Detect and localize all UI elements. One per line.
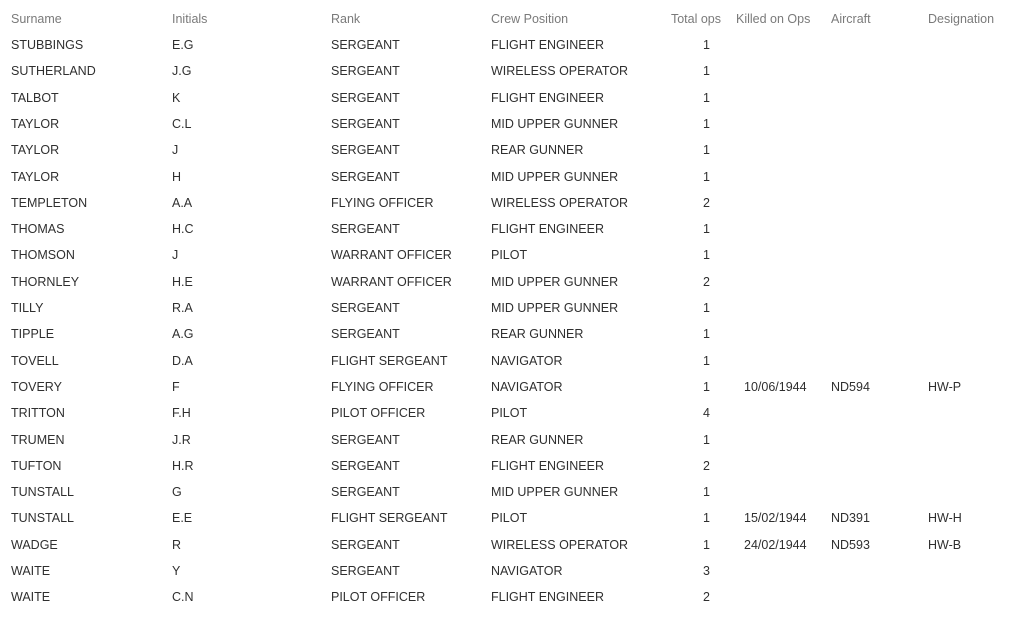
cell-surname: TOVERY	[11, 379, 62, 394]
cell-surname: THOMSON	[11, 248, 75, 263]
cell-crew-position: MID UPPER GUNNER	[491, 169, 619, 184]
cell-designation: HW-P	[928, 379, 962, 394]
cell-initials: E.E	[172, 511, 193, 526]
cell-rank: SERGEANT	[331, 301, 400, 315]
cell-killed-on-ops: 15/02/1944	[744, 511, 807, 526]
cell-rank: FLIGHT SERGEANT	[331, 353, 448, 368]
cell-surname: TUFTON	[11, 458, 62, 473]
cell-crew-position: NAVIGATOR	[491, 353, 563, 368]
cell-crew-position: NAVIGATOR	[491, 379, 563, 394]
cell-surname: TAYLOR	[11, 169, 60, 184]
cell-total-ops: 1	[703, 248, 710, 263]
cell-rank: SERGEANT	[331, 169, 400, 184]
cell-surname: TIPPLE	[11, 327, 55, 342]
cell-rank: SERGEANT	[331, 38, 400, 52]
cell-initials: J	[172, 248, 179, 263]
cell-total-ops: 1	[703, 511, 710, 526]
table-row	[0, 269, 1024, 295]
cell-total-ops: 1	[703, 169, 710, 184]
cell-rank: SERGEANT	[331, 537, 400, 552]
cell-surname: THOMAS	[11, 222, 65, 237]
cell-crew-position: FLIGHT ENGINEER	[491, 590, 604, 605]
cell-initials: D.A	[172, 353, 193, 368]
cell-surname: TOVELL	[11, 353, 59, 368]
table-row	[0, 58, 1024, 84]
cell-total-ops: 1	[703, 353, 710, 368]
table-row	[0, 400, 1024, 426]
header-crew-position: Crew Position	[491, 12, 569, 26]
cell-crew-position: REAR GUNNER	[491, 143, 584, 158]
cell-crew-position: FLIGHT ENGINEER	[491, 38, 604, 52]
table-row	[0, 427, 1024, 453]
cell-initials: Y	[172, 564, 181, 578]
cell-surname: TUNSTALL	[11, 511, 74, 526]
table-row	[0, 479, 1024, 505]
cell-crew-position: MID UPPER GUNNER	[491, 485, 619, 500]
cell-total-ops: 3	[703, 564, 710, 578]
cell-crew-position: REAR GUNNER	[491, 432, 584, 447]
cell-rank: SERGEANT	[331, 222, 400, 237]
cell-initials: J.R	[172, 432, 191, 447]
table-row	[0, 32, 1024, 58]
cell-initials: A.A	[172, 195, 193, 210]
header-aircraft: Aircraft	[831, 12, 871, 26]
cell-surname: TUNSTALL	[11, 485, 74, 500]
cell-surname: TRITTON	[11, 406, 65, 421]
table-row	[0, 453, 1024, 479]
table-row	[0, 558, 1024, 584]
table-row	[0, 216, 1024, 242]
cell-total-ops: 1	[703, 327, 710, 342]
cell-initials: H.C	[172, 222, 194, 237]
cell-aircraft: ND391	[831, 511, 870, 526]
cell-initials: E.G	[172, 38, 194, 52]
cell-total-ops: 2	[703, 195, 710, 210]
cell-total-ops: 1	[703, 432, 710, 447]
cell-designation: HW-B	[928, 537, 962, 552]
cell-initials: H.R	[172, 458, 194, 473]
cell-crew-position: FLIGHT ENGINEER	[491, 222, 604, 237]
table-row	[0, 242, 1024, 268]
cell-crew-position: MID UPPER GUNNER	[491, 301, 619, 315]
table-row	[0, 111, 1024, 137]
cell-total-ops: 1	[703, 301, 710, 315]
cell-rank: SERGEANT	[331, 64, 400, 79]
cell-crew-position: PILOT	[491, 511, 528, 526]
cell-initials: A.G	[172, 327, 194, 342]
cell-initials: F	[172, 379, 180, 394]
cell-total-ops: 1	[703, 143, 710, 158]
cell-initials: G	[172, 485, 182, 500]
cell-rank: SERGEANT	[331, 564, 400, 578]
cell-killed-on-ops: 10/06/1944	[744, 379, 807, 394]
header-initials: Initials	[172, 12, 208, 26]
table-row	[0, 374, 1024, 400]
cell-aircraft: ND593	[831, 537, 870, 552]
cell-surname: TAYLOR	[11, 116, 60, 131]
cell-rank: SERGEANT	[331, 116, 400, 131]
cell-total-ops: 2	[703, 274, 710, 289]
cell-crew-position: FLIGHT ENGINEER	[491, 458, 604, 473]
cell-crew-position: FLIGHT ENGINEER	[491, 90, 604, 105]
cell-rank: SERGEANT	[331, 90, 400, 105]
cell-total-ops: 1	[703, 537, 710, 552]
cell-rank: FLIGHT SERGEANT	[331, 511, 448, 526]
cell-initials: J.G	[172, 64, 192, 79]
table-row	[0, 85, 1024, 111]
cell-total-ops: 2	[703, 458, 710, 473]
cell-total-ops: 1	[703, 485, 710, 500]
cell-total-ops: 1	[703, 64, 710, 79]
cell-crew-position: WIRELESS OPERATOR	[491, 64, 629, 79]
cell-total-ops: 1	[703, 38, 710, 52]
table-row	[0, 295, 1024, 321]
header-surname: Surname	[11, 12, 62, 26]
cell-total-ops: 1	[703, 379, 710, 394]
table-row	[0, 532, 1024, 558]
cell-total-ops: 1	[703, 90, 710, 105]
cell-crew-position: REAR GUNNER	[491, 327, 584, 342]
cell-rank: FLYING OFFICER	[331, 379, 434, 394]
cell-total-ops: 1	[703, 116, 710, 131]
header-killed-on-ops: Killed on Ops	[736, 12, 811, 26]
cell-crew-position: NAVIGATOR	[491, 564, 563, 578]
cell-surname: SUTHERLAND	[11, 64, 96, 79]
table-row	[0, 584, 1024, 610]
cell-rank: SERGEANT	[331, 485, 400, 500]
cell-surname: WADGE	[11, 537, 58, 552]
cell-rank: PILOT OFFICER	[331, 406, 426, 421]
cell-rank: FLYING OFFICER	[331, 195, 434, 210]
header-designation: Designation	[928, 12, 995, 26]
cell-total-ops: 2	[703, 590, 710, 605]
cell-surname: TAYLOR	[11, 143, 60, 158]
cell-surname: TEMPLETON	[11, 195, 88, 210]
cell-rank: PILOT OFFICER	[331, 590, 426, 605]
cell-initials: C.N	[172, 590, 194, 605]
cell-initials: H	[172, 169, 182, 184]
cell-surname: TALBOT	[11, 90, 59, 105]
cell-initials: R.A	[172, 301, 193, 315]
cell-aircraft: ND594	[831, 379, 870, 394]
cell-initials: R	[172, 537, 182, 552]
cell-surname: THORNLEY	[11, 274, 80, 289]
cell-initials: F.H	[172, 406, 191, 421]
cell-initials: C.L	[172, 116, 192, 131]
table-row	[0, 137, 1024, 163]
table-row	[0, 190, 1024, 216]
cell-rank: SERGEANT	[331, 327, 400, 342]
cell-crew-position: PILOT	[491, 248, 528, 263]
cell-rank: SERGEANT	[331, 432, 400, 447]
table-row	[0, 505, 1024, 531]
cell-rank: WARRANT OFFICER	[331, 274, 452, 289]
header-total-ops: Total ops	[670, 12, 721, 26]
cell-surname: WAITE	[11, 590, 51, 605]
cell-initials: J	[172, 143, 179, 158]
cell-initials: H.E	[172, 274, 193, 289]
cell-initials: K	[172, 90, 181, 105]
cell-crew-position: PILOT	[491, 406, 528, 421]
table-row	[0, 348, 1024, 374]
table-header	[0, 6, 1024, 32]
cell-total-ops: 4	[703, 406, 710, 421]
cell-crew-position: WIRELESS OPERATOR	[491, 537, 629, 552]
cell-rank: SERGEANT	[331, 143, 400, 158]
cell-surname: STUBBINGS	[11, 38, 84, 52]
table-row	[0, 164, 1024, 190]
cell-designation: HW-H	[928, 511, 962, 526]
cell-crew-position: MID UPPER GUNNER	[491, 274, 619, 289]
cell-crew-position: WIRELESS OPERATOR	[491, 195, 629, 210]
cell-killed-on-ops: 24/02/1944	[744, 537, 807, 552]
header-rank: Rank	[331, 12, 361, 26]
cell-total-ops: 1	[703, 222, 710, 237]
cell-crew-position: MID UPPER GUNNER	[491, 116, 619, 131]
table-row	[0, 321, 1024, 347]
cell-surname: TRUMEN	[11, 432, 65, 447]
cell-surname: WAITE	[11, 564, 51, 578]
cell-rank: WARRANT OFFICER	[331, 248, 452, 263]
cell-surname: TILLY	[11, 301, 44, 315]
cell-rank: SERGEANT	[331, 458, 400, 473]
